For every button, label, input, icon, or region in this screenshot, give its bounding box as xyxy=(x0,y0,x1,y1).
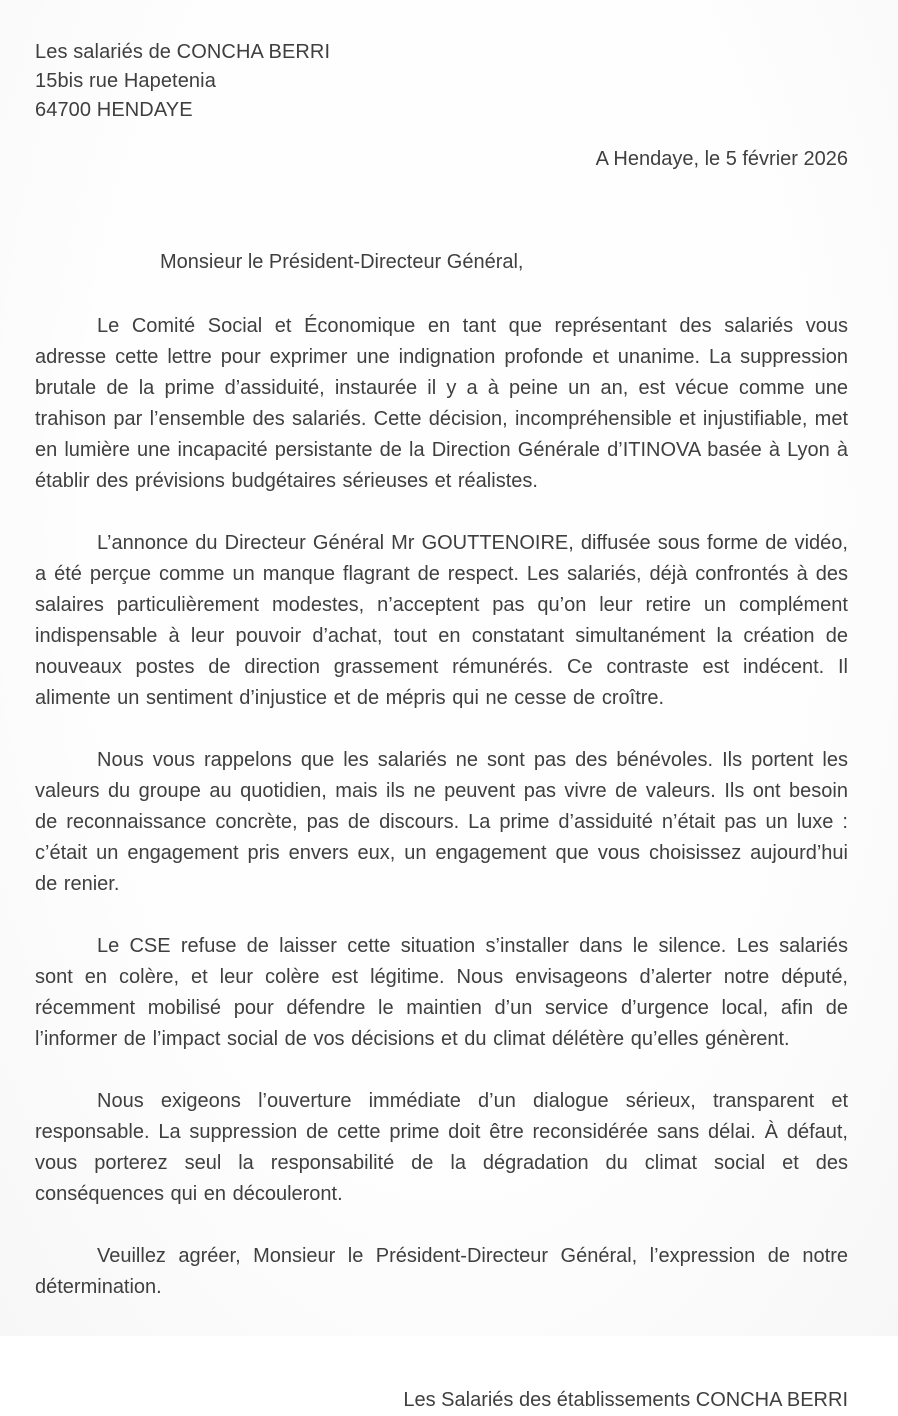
sender-address-block xyxy=(35,38,848,125)
dateline: A Hendaye, le 5 février 2026 xyxy=(595,148,848,170)
signature: Les Salariés des établissements CONCHA BERRI xyxy=(403,1389,848,1411)
paragraph-6: Veuillez agréer, Monsieur le Président-Directeur Général, l’expression de notre détermination. xyxy=(35,1245,848,1298)
sender-city: 64700 HENDAYE xyxy=(35,99,193,121)
paragraph-4: Le CSE refuse de laisser cette situation s’installer dans le silence. Les salariés sont en colère, et leur colère est légitime. Nous envisageons d’alerter notre député, récemment mobilisé pour défendre le maintien d’un service d’urgence local, afin de l’informer de l’impact social de vos décisions et du climat délétère qu’elles génèrent. xyxy=(35,935,848,1050)
paragraph-2: L’annonce du Directeur Général Mr GOUTTENOIRE, diffusée sous forme de vidéo, a été perçue comme un manque flagrant de respect. Les salariés, déjà confrontés à des salaires particulièrement modestes, n’acceptent pas qu’on leur retire un complément indispensable à leur pouvoir d’achat, tout en constatant simultanément la création de nouveaux postes de direction grassement rémunérés. Ce contraste est indécent. Il alimente un sentiment d’injustice et de mépris qui ne cesse de croître. xyxy=(35,532,848,709)
paragraph-1: Le Comité Social et Économique en tant que représentant des salariés vous adresse cette lettre pour exprimer une indignation profonde et unanime. La suppression brutale de la prime d’assiduité, instaurée il y a à peine un an, est vécue comme une trahison par l’ensemble des salariés. Cette décision, incompréhensible et injustifiable, met en lumière une incapacité persistante de la Direction Générale d’ITINOVA basée à Lyon à établir des prévisions budgétaires sérieuses et réalistes. xyxy=(35,315,848,492)
paragraph-5: Nous exigeons l’ouverture immédiate d’un dialogue sérieux, transparent et responsable. La suppression de cette prime doit être reconsidérée sans délai. À défaut, vous porterez seul la responsabilité de la dégradation du climat social et des conséquences qui en découleront. xyxy=(35,1090,848,1205)
sender-name: Les salariés de CONCHA BERRI xyxy=(35,41,331,63)
salutation: Monsieur le Président-Directeur Général, xyxy=(160,251,524,273)
paragraph-3: Nous vous rappelons que les salariés ne sont pas des bénévoles. Ils portent les valeurs du groupe au quotidien, mais ils ne peuvent pas vivre de valeurs. Ils ont besoin de reconnaissance concrète, pas de discours. La prime d’assiduité n’était pas un luxe : c’était un engagement pris envers eux, un engagement que vous choisissez aujourd’hui de renier. xyxy=(35,749,848,895)
sender-street: 15bis rue Hapetenia xyxy=(35,70,216,92)
